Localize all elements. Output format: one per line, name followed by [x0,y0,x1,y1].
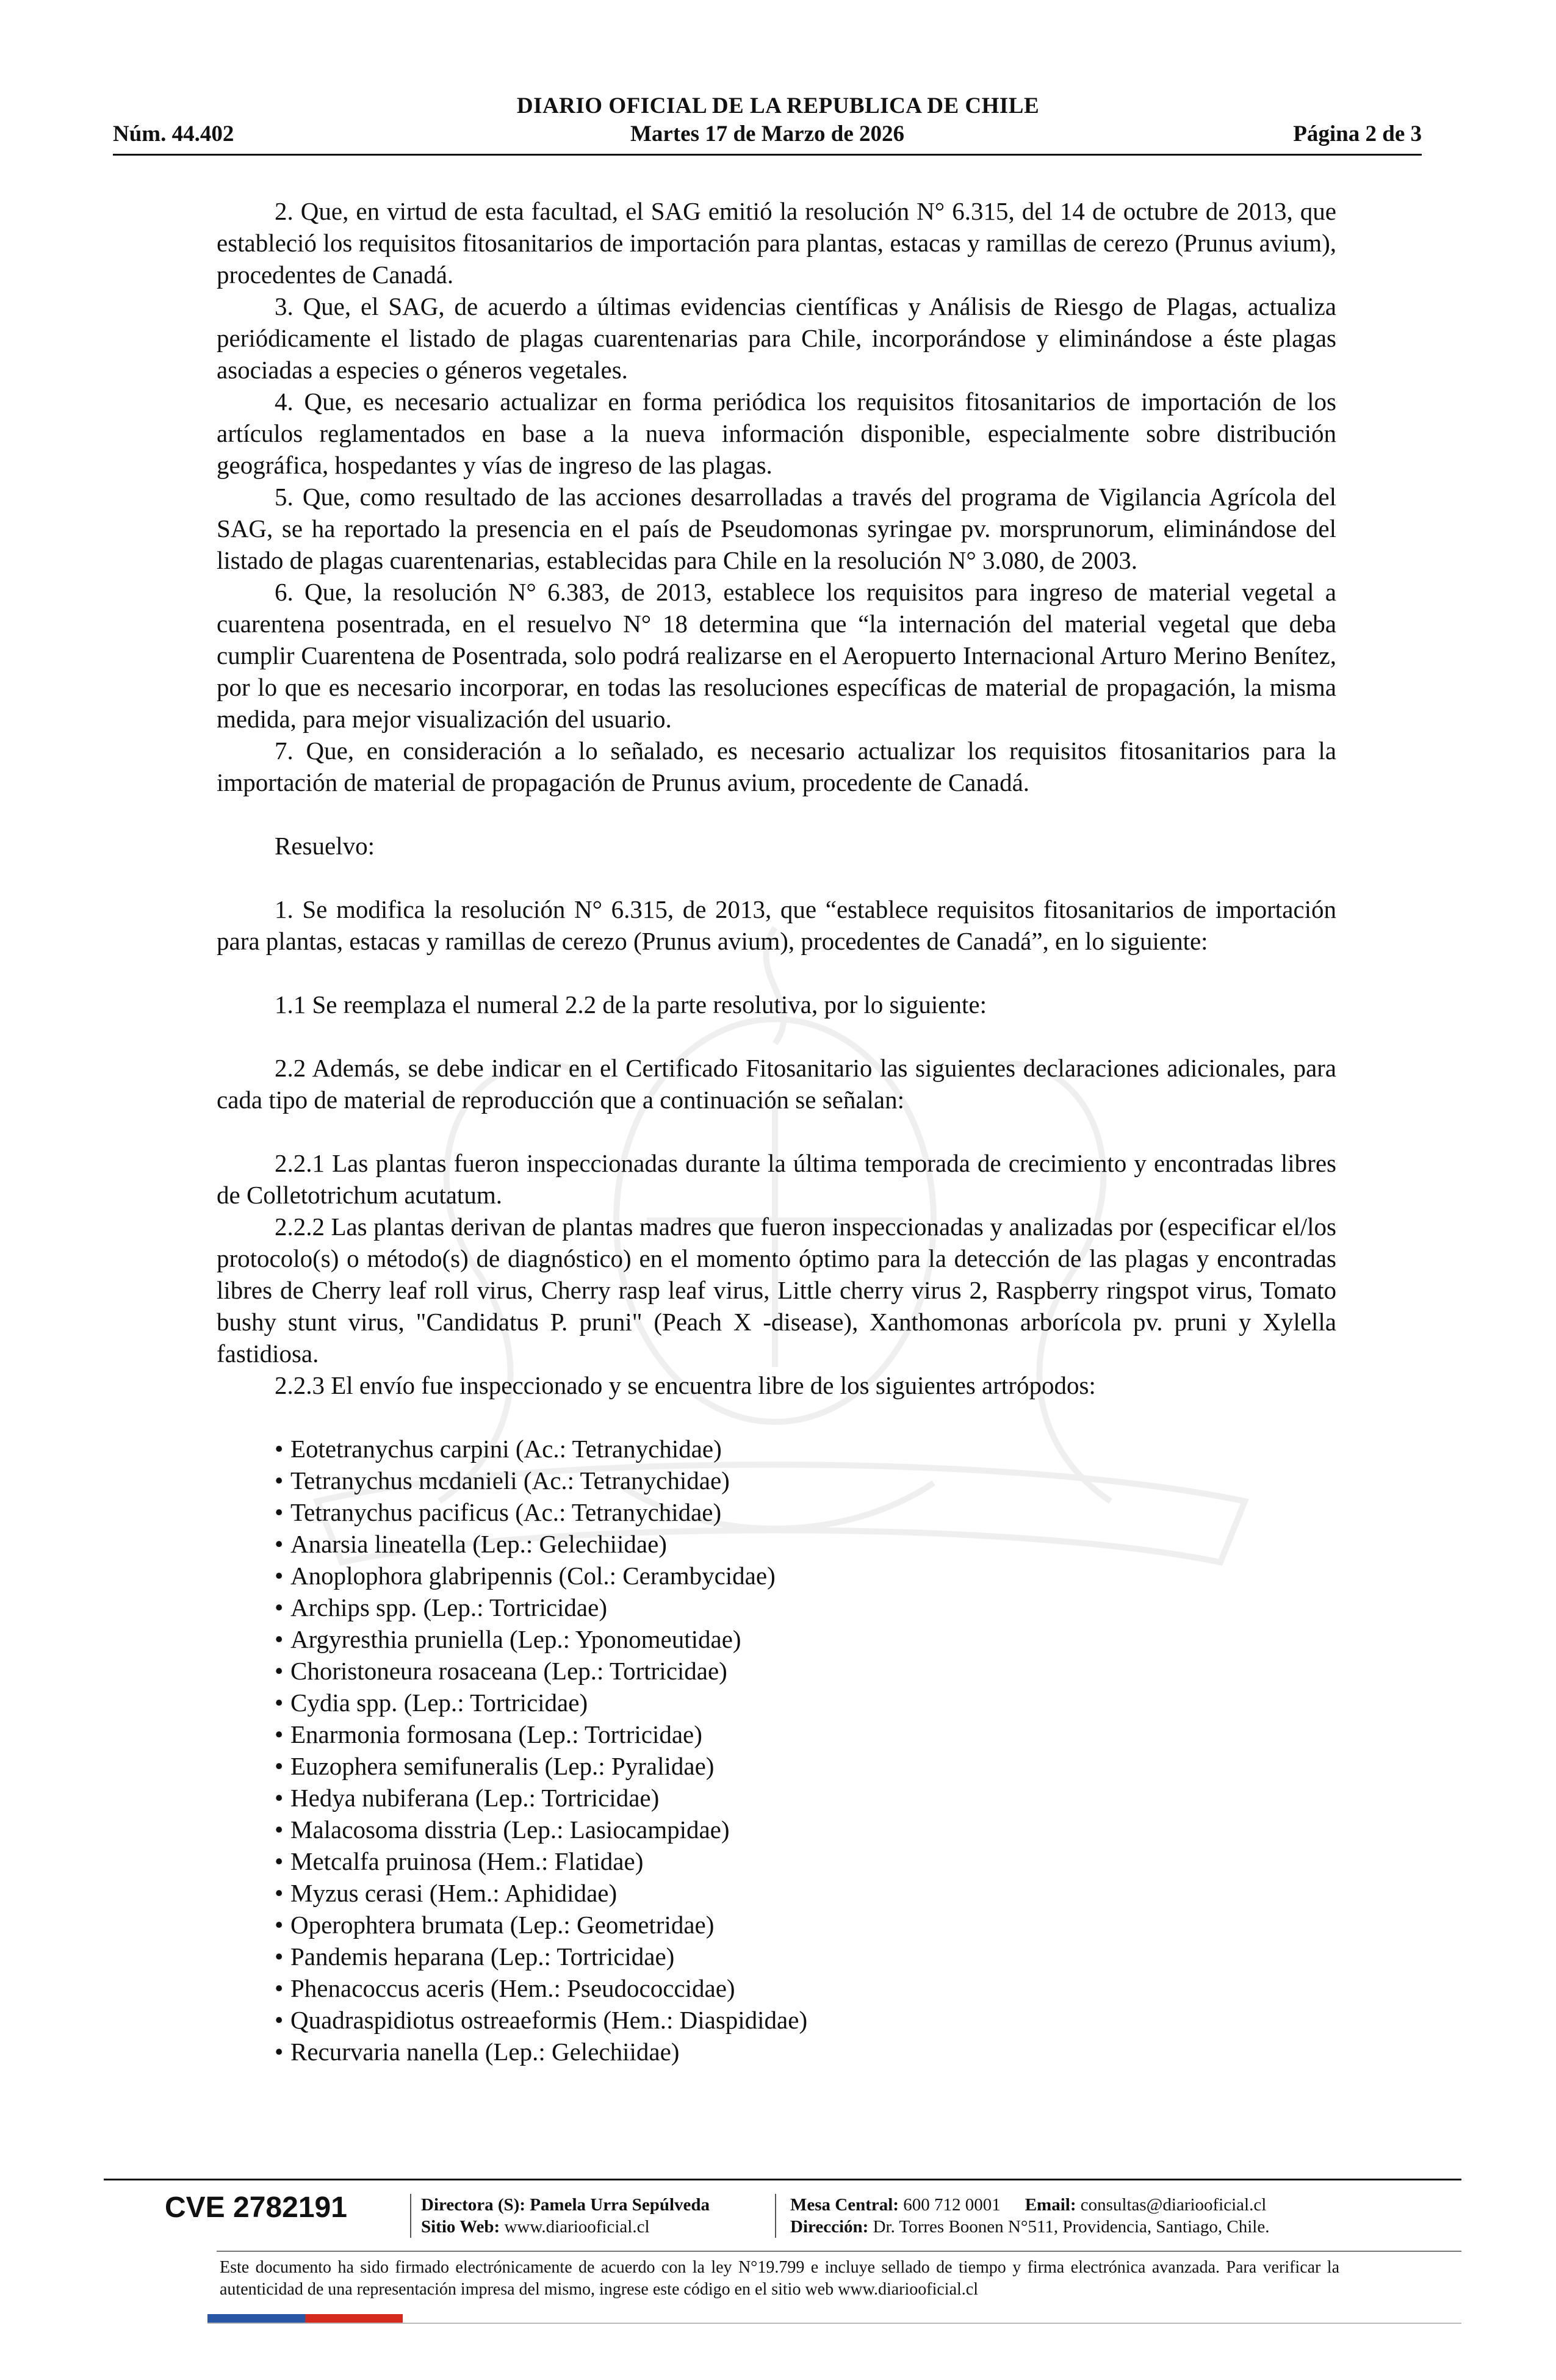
footer-bottom-rule [207,2323,1461,2324]
bullet-icon: • [275,2038,284,2066]
email-link[interactable]: consultas@diariooficial.cl [1080,2195,1267,2215]
bullet-icon: • [275,1816,284,1844]
list-item: • Pandemis heparana (Lep.: Tortricidae) [217,1941,1336,1972]
point-1-1: 1.1 Se reemplaza el numeral 2.2 de la parte resolutiva, por lo siguiente: [275,990,987,1019]
bullet-icon: • [275,1657,284,1685]
bullet-icon: • [275,1562,284,1590]
issue-date: Martes 17 de Marzo de 2026 [630,121,904,146]
bullet-icon: • [275,1530,284,1558]
list-item: • Hedya nubiferana (Lep.: Tortricidae) [217,1782,1336,1814]
list-item: • Anoplophora glabripennis (Col.: Cerambycidae) [217,1560,1336,1592]
list-item: • Myzus cerasi (Hem.: Aphididae) [217,1877,1336,1909]
list-item: • Cydia spp. (Lep.: Tortricidae) [217,1687,1336,1718]
list-item: • Argyresthia pruniella (Lep.: Yponomeutidae) [217,1623,1336,1655]
address: Dr. Torres Boonen N°511, Providencia, Santiago, Chile. [873,2217,1270,2237]
bullet-icon: • [275,1911,284,1939]
page-number: Página 2 de 3 [1293,121,1422,146]
header-divider [113,154,1422,156]
footer-contact-block [790,2194,1269,2238]
list-item: • Operophtera brumata (Lep.: Geometridae) [217,1909,1336,1941]
footer-separator [410,2194,411,2238]
footer-divider [217,2251,1461,2252]
bullet-icon: • [275,2006,284,2034]
paragraph-4: 4. Que, es necesario actualizar en forma periódica los requisitos fitosanitarios de importación de los artículos reglamentados en base a la nueva información disponible, especialmente sobre distribución geográfica, hospedantes y vías de ingreso de las plagas. [217,388,1336,479]
newspaper-title: DIARIO OFICIAL DE LA REPUBLICA DE CHILE [516,93,1040,118]
point-2-2-1: 2.2.1 Las plantas fueron inspeccionadas durante la última temporada de crecimiento y encontradas libres de Colletotrichum acutatum. [217,1149,1336,1209]
footer-separator [775,2194,776,2238]
bullet-icon: • [275,1435,284,1463]
pest-list [217,1433,1336,2068]
paragraph-5: 5. Que, como resultado de las acciones desarrolladas a través del programa de Vigilancia Agrícola del SAG, se ha reportado la presencia en el país de Pseudomonas syringae pv. morsprunorum, eliminándose del listado de plagas cuarentenarias, establecidas para Chile en la resolución N° 3.080, de 2003. [217,483,1336,574]
list-item: • Recurvaria nanella (Lep.: Gelechiidae) [217,2036,1336,2068]
list-item: • Eotetranychus carpini (Ac.: Tetranychidae) [217,1433,1336,1465]
list-item: • Euzophera semifuneralis (Lep.: Pyralidae) [217,1750,1336,1782]
paragraph-7: 7. Que, en consideración a lo señalado, es necesario actualizar los requisitos fitosanitarios para la importación de material de propagación de Prunus avium, procedente de Canadá. [217,737,1336,796]
bullet-icon: • [275,1466,284,1495]
bullet-icon: • [275,1847,284,1875]
list-item: • Anarsia lineatella (Lep.: Gelechiidae) [217,1528,1336,1560]
bullet-icon: • [275,1689,284,1717]
bullet-icon: • [275,1974,284,2002]
bullet-icon: • [275,1593,284,1621]
bullet-icon: • [275,1784,284,1812]
list-item: • Archips spp. (Lep.: Tortricidae) [217,1592,1336,1623]
list-item: • Choristoneura rosaceana (Lep.: Tortricidae) [217,1655,1336,1687]
list-item: • Tetranychus mcdanieli (Ac.: Tetranychidae) [217,1465,1336,1496]
address-line: Dirección: Dr. Torres Boonen N°511, Providencia, Santiago, Chile. [790,2217,1270,2237]
list-item: • Enarmonia formosana (Lep.: Tortricidae) [217,1718,1336,1750]
bullet-icon: • [275,1752,284,1780]
list-item: • Quadraspidiotus ostreaeformis (Hem.: Diaspididae) [217,2004,1336,2036]
list-item: • Tetranychus pacificus (Ac.: Tetranychidae) [217,1496,1336,1528]
issue-number: Núm. 44.402 [113,121,234,146]
director-name: Directora (S): Pamela Urra Sepúlveda [421,2195,710,2215]
bullet-icon: • [275,1625,284,1653]
paragraph-6: 6. Que, la resolución N° 6.383, de 2013, establece los requisitos para ingreso de material vegetal a cuarentena posentrada, en el resuelvo N° 18 determina que “la internación del material vegetal que deba cumplir Cuarentena de Posentrada, solo podrá realizarse en el Aeropuerto Internacional Arturo Merino Benítez, por lo que es necesario incorporar, en todas las resoluciones específicas de material de propagación, la misma medida, para mejor visualización del usuario. [217,578,1336,733]
phone-number: 600 712 0001 [903,2195,1001,2215]
point-2-2-3: 2.2.3 El envío fue inspeccionado y se encuentra libre de los siguientes artrópodos: [275,1371,1096,1399]
contact-line: Mesa Central: 600 712 0001 Email: consultas@diariooficial.cl [790,2195,1267,2215]
document-body [217,195,1336,2068]
cve-code: CVE 2782191 [165,2191,347,2224]
bullet-icon: • [275,1879,284,1907]
bullet-icon: • [275,1942,284,1971]
flag-red-stripe [305,2314,403,2323]
bullet-icon: • [275,1720,284,1748]
signature-disclaimer: Este documento ha sido firmado electrónicamente de acuerdo con la ley N°19.799 e incluye sellado de tiempo y firma electrónica avanzada. Para verificar la autenticidad de una representación impresa del mismo, ingrese este código en el sitio web www.diariooficial.cl [220,2258,1339,2299]
list-item: • Malacosoma disstria (Lep.: Lasiocampidae) [217,1814,1336,1845]
point-2-2: 2.2 Además, se debe indicar en el Certificado Fitosanitario las siguientes declaraciones adicionales, para cada tipo de material de reproducción que a continuación se señalan: [217,1054,1336,1114]
bullet-icon: • [275,1498,284,1526]
list-item: • Phenacoccus aceris (Hem.: Pseudococcidae) [217,1972,1336,2004]
website-link[interactable]: www.diariooficial.cl [504,2217,650,2237]
website: Sitio Web: www.diariooficial.cl [421,2217,650,2237]
point-2-2-2: 2.2.2 Las plantas derivan de plantas madres que fueron inspeccionadas y analizadas por (especificar el/los protocolo(s) o método(s) de diagnóstico) en el momento óptimo para la detección de las plagas y encontradas libres de Cherry leaf roll virus, Cherry rasp leaf virus, Little cherry virus 2, Raspberry ringspot virus, Tomato bushy stunt virus, "Candidatus P. pruni" (Peach X -disease), Xanthomonas arborícola pv. pruni y Xylella fastidiosa. [217,1213,1336,1368]
resuelvo-heading: Resuelvo: [275,832,375,860]
footer-director-block [421,2194,710,2238]
point-1: 1. Se modifica la resolución N° 6.315, de 2013, que “establece requisitos fitosanitarios de importación para plantas, estacas y ramillas de cerezo (Prunus avium), procedentes de Canadá”, en lo siguiente: [217,895,1336,955]
flag-stripe-icon [207,2314,403,2323]
footer-divider [104,2179,1461,2180]
paragraph-2: 2. Que, en virtud de esta facultad, el SAG emitió la resolución N° 6.315, del 14 de octubre de 2013, que estableció los requisitos fitosanitarios de importación para plantas, estacas y ramillas de cerezo (Prunus avium), procedentes de Canadá. [217,197,1336,289]
list-item: • Metcalfa pruinosa (Hem.: Flatidae) [217,1845,1336,1877]
paragraph-3: 3. Que, el SAG, de acuerdo a últimas evidencias científicas y Análisis de Riesgo de Plagas, actualiza periódicamente el listado de plagas cuarentenarias para Chile, incorporándose y eliminándose a éste plagas asociadas a especies o géneros vegetales. [217,292,1336,384]
flag-blue-stripe [207,2314,305,2323]
